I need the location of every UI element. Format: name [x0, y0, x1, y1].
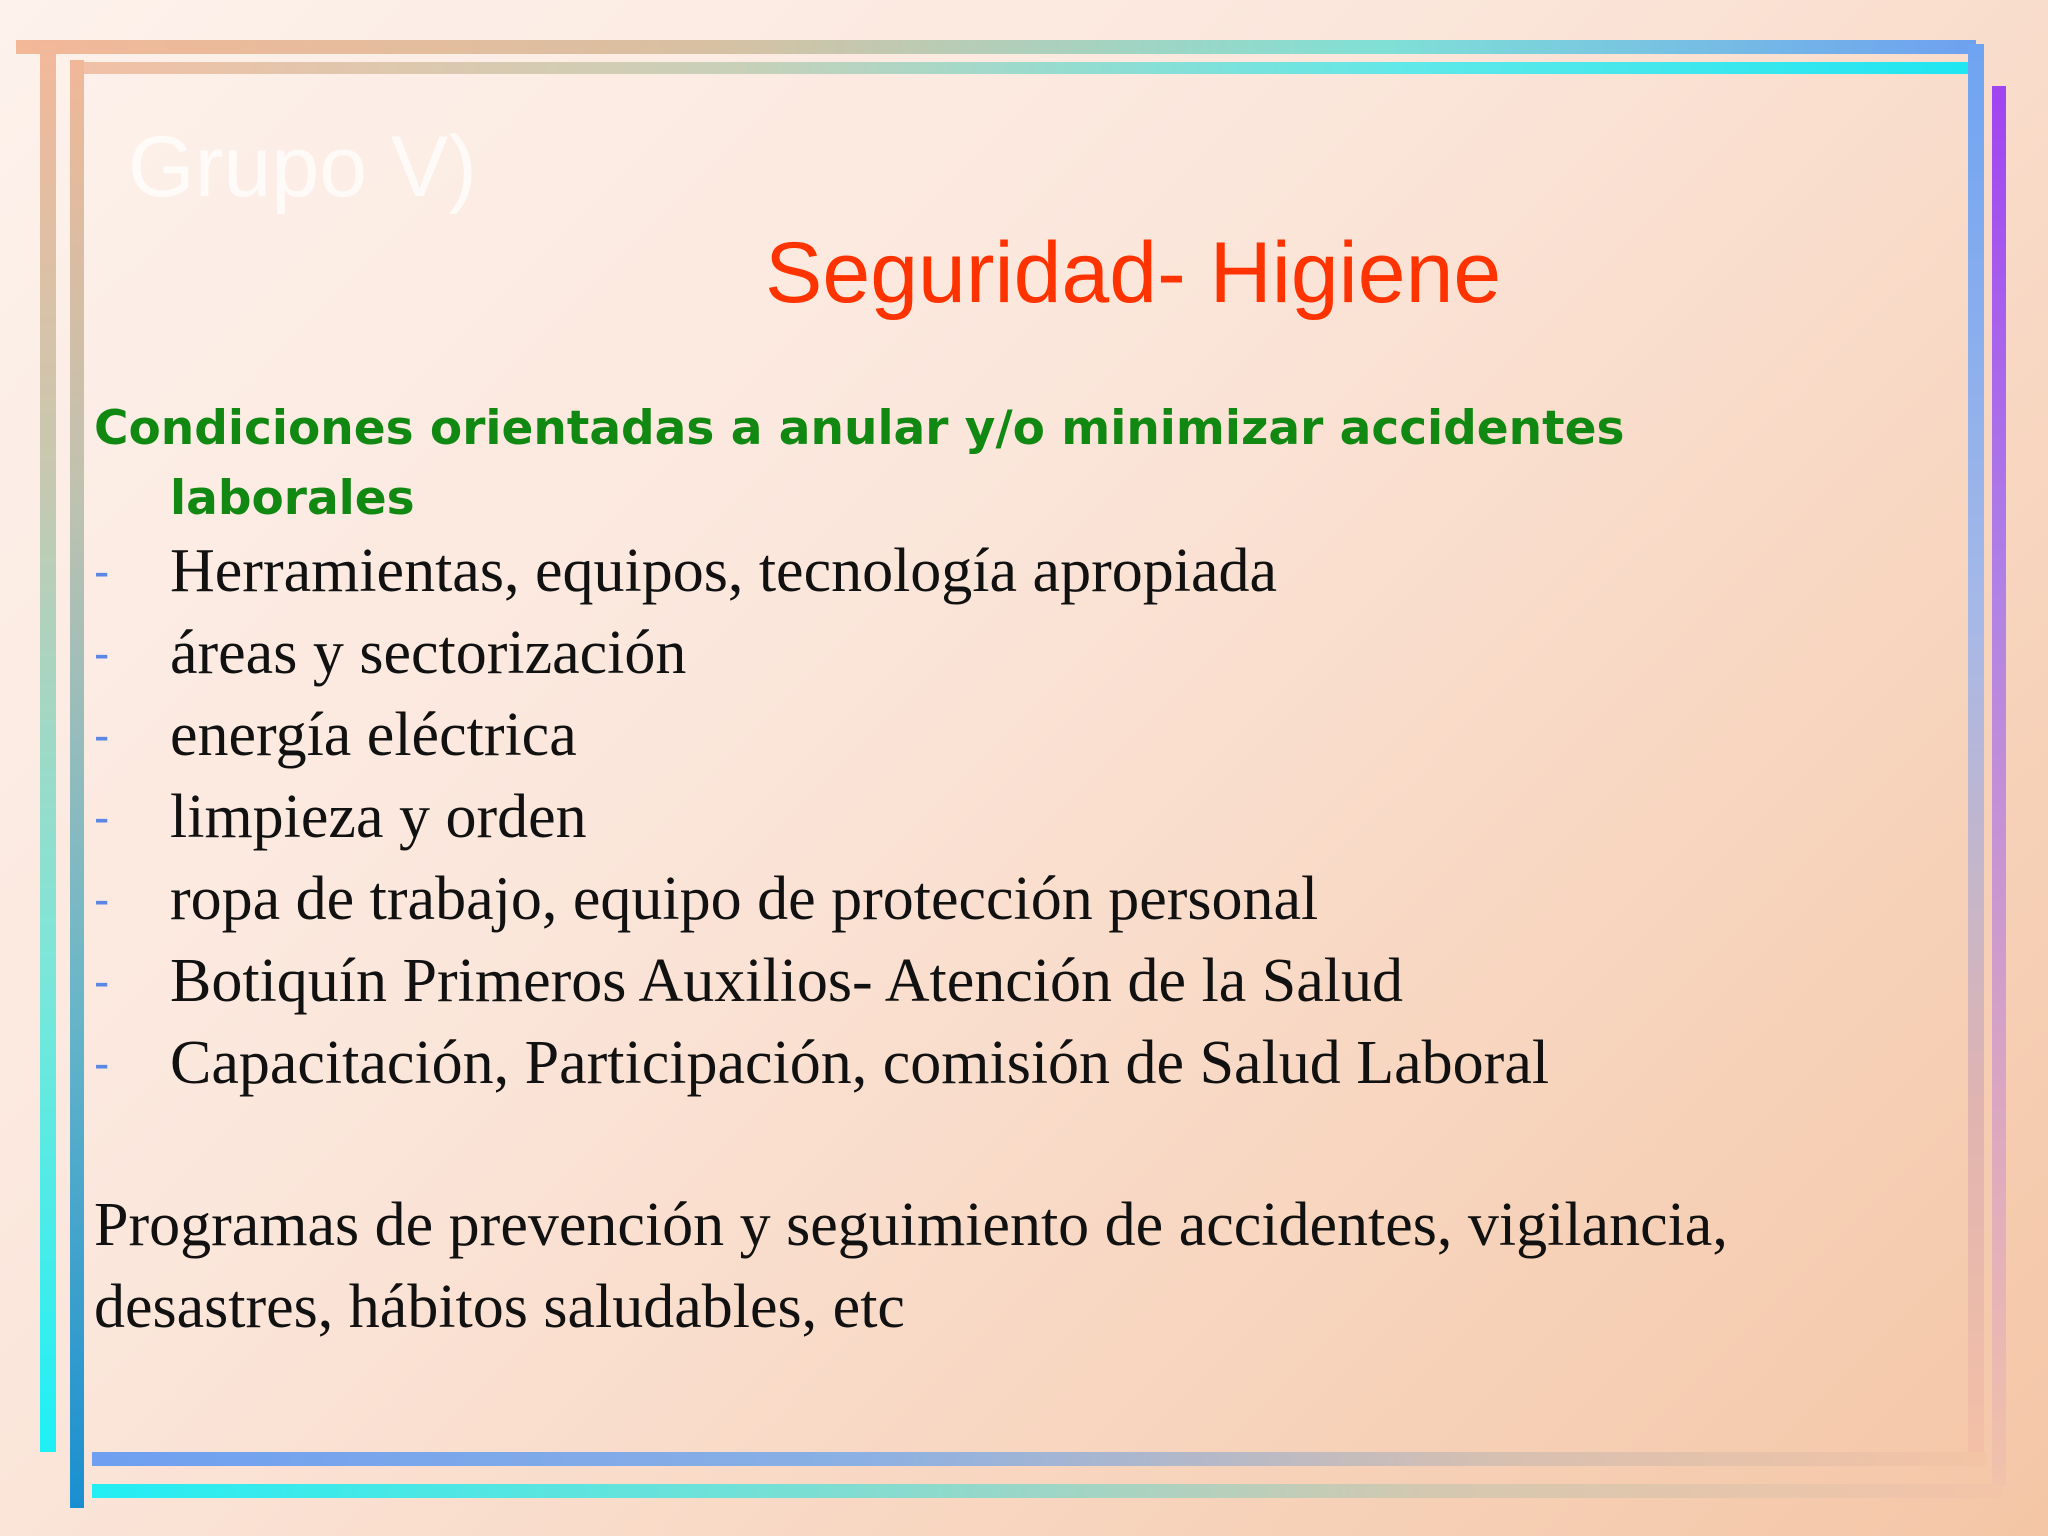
- frame-bar-left-inner: [70, 60, 84, 1508]
- list-item-text: Herramientas, equipos, tecnología apropiada: [170, 536, 1277, 605]
- programs-line-2: desastres, hábitos saludables, etc: [94, 1273, 905, 1341]
- list-item: [94, 1022, 1549, 1104]
- dash-bullet-icon: -: [94, 709, 110, 761]
- list-item: [94, 612, 1549, 694]
- list-item-text: áreas y sectorización: [170, 618, 687, 687]
- subtitle-line-2: laborales: [170, 471, 415, 526]
- list-item: [94, 694, 1549, 776]
- programs-paragraph: [94, 1184, 1934, 1348]
- frame-bar-bottom-inner: [92, 1484, 2002, 1498]
- frame-bar-top-inner: [70, 62, 1980, 74]
- list-item-text: ropa de trabajo, equipo de protección personal: [170, 864, 1319, 933]
- frame-bar-right-outer: [1968, 44, 1984, 1464]
- dash-bullet-icon: -: [94, 791, 110, 843]
- programs-line-1: Programas de prevención y seguimiento de accidentes, vigilancia,: [94, 1191, 1728, 1259]
- conditions-list: [94, 530, 1549, 1104]
- list-item: [94, 940, 1549, 1022]
- frame-bar-left-outer: [40, 44, 56, 1452]
- dash-bullet-icon: -: [94, 955, 110, 1007]
- list-item: [94, 530, 1549, 612]
- frame-bar-top-outer: [16, 40, 1976, 54]
- list-item-text: energía eléctrica: [170, 700, 577, 769]
- dash-bullet-icon: -: [94, 545, 110, 597]
- list-item-text: Capacitación, Participación, comisión de Salud Laboral: [170, 1028, 1550, 1097]
- slide-subtitle: [94, 394, 1894, 534]
- list-item: [94, 858, 1549, 940]
- list-item-text: limpieza y orden: [170, 782, 587, 851]
- dash-bullet-icon: -: [94, 627, 110, 679]
- faint-group-title: Grupo V): [128, 119, 477, 215]
- frame-bar-bottom-outer: [92, 1452, 1986, 1466]
- subtitle-line-1: Condiciones orientadas a anular y/o minimizar accidentes: [94, 401, 1625, 456]
- list-item: [94, 776, 1549, 858]
- dash-bullet-icon: -: [94, 1037, 110, 1089]
- slide-title: Seguridad- Higiene: [765, 225, 1502, 321]
- frame-bar-right-inner: [1992, 86, 2006, 1486]
- list-item-text: Botiquín Primeros Auxilios- Atención de la Salud: [170, 946, 1404, 1015]
- dash-bullet-icon: -: [94, 873, 110, 925]
